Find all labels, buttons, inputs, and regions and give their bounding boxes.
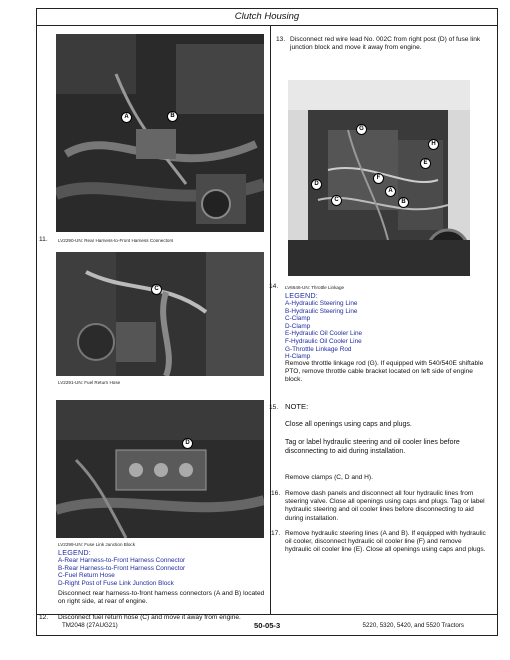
note-text-2: Tag or label hydraulic steering and oil cooler lines before disconnecting to aid during installation.: [285, 439, 460, 455]
legend-2-item: H-Clamp: [285, 353, 311, 361]
figure-4-caption: LV6646-UN: Throttle Linkage: [285, 285, 345, 290]
figure-2-caption: LV2291-UN: Fuel Return Hose: [58, 380, 121, 385]
step-12-text: Disconnect fuel return hose (C) and move it away from engine.: [58, 614, 241, 621]
column-divider: [270, 26, 271, 614]
left-paragraph: Disconnect rear harness-to-front harness connectors (A and B) located on right side, at rear of engine.: [58, 590, 265, 606]
step-13-text: Disconnect red wire lead No. 002C from right post (D) of fuse link junction block and move it away from engine.: [290, 36, 481, 52]
footer-manual-id: TM2048 (27AUG21): [62, 622, 118, 629]
callout-f-fig4: F: [373, 173, 384, 184]
callout-b-fig1: B: [167, 111, 178, 122]
callout-b-fig4: B: [398, 197, 409, 208]
page-footer: [36, 614, 498, 636]
photo-harness-connectors: [56, 34, 264, 232]
step-13-number: 13.: [276, 36, 286, 43]
legend-1-item: A-Rear Harness-to-Front Harness Connector: [58, 557, 186, 564]
step-17-text: Remove hydraulic steering lines (A and B). If equipped with hydraulic oil cooler, disconnect hydraulic oil cooler line (F) and remove hydraulic oil cooler line (E). Close all openings using caps and plugs.: [285, 530, 486, 554]
remove-clamps-text: Remove clamps (C, D and H).: [285, 474, 373, 481]
step-14-text: Remove throttle linkage rod (G). If equipped with 540/540E shiftable PTO, remove throttle cable bracket located on left side of engine block.: [285, 360, 484, 384]
step-11-number: 11.: [39, 236, 48, 243]
footer-page-number: 50-05-3: [254, 621, 281, 630]
legend-2-item: E-Hydraulic Oil Cooler Line: [285, 330, 363, 338]
photo-fuel-return-hose: [56, 252, 264, 376]
legend-2-item: B-Hydraulic Steering Line: [285, 307, 358, 315]
step-14-number: 14.: [269, 283, 279, 290]
callout-d-fig4: D: [311, 179, 322, 190]
footer-models: 5220, 5320, 5420, and 5520 Tractors: [362, 622, 464, 629]
legend-2-item: D-Clamp: [285, 322, 311, 330]
step-12-number: 12.: [39, 614, 49, 621]
legend-2-item: C-Clamp: [285, 315, 311, 323]
legend-1-title: LEGEND:: [58, 548, 91, 557]
callout-h-fig4: H: [428, 139, 439, 150]
legend-2: [285, 291, 485, 361]
legend-2-item: F-Hydraulic Oil Cooler Line: [285, 337, 362, 345]
step-16-text: Remove dash panels and disconnect all four hydraulic lines from steering valve. Close all openings using caps and plugs. Tag or label hydraulic steering and oil cooler lines before disconnecting to aid during installation.: [285, 490, 485, 522]
legend-1: [58, 548, 268, 587]
callout-c-fig2: C: [151, 284, 162, 295]
callout-g-fig4: G: [356, 124, 367, 135]
legend-2-item: A-Hydraulic Steering Line: [285, 300, 358, 307]
legend-2-title: LEGEND:: [285, 291, 318, 300]
section-header: Clutch Housing: [36, 8, 498, 26]
step-17-number: 17.: [271, 530, 281, 537]
legend-1-item: B-Rear Harness-to-Front Harness Connector: [58, 564, 186, 572]
callout-e-fig4: E: [420, 158, 431, 169]
legend-1-item: D-Right Post of Fuse Link Junction Block: [58, 579, 174, 587]
figure-3-caption: LV2299-UN: Fuse Link Junction Block: [58, 542, 136, 547]
note-text-1: Close all openings using caps and plugs.: [285, 421, 412, 428]
callout-a-fig4: A: [385, 186, 396, 197]
step-15-number: 15.: [269, 404, 279, 411]
step-16-number: 16.: [271, 490, 281, 497]
legend-2-item: G-Throttle Linkage Rod: [285, 345, 352, 353]
legend-1-item: C-Fuel Return Hose: [58, 572, 115, 580]
figure-1-caption: LV2290-UN: Rear Harness-to-Front Harness Connectors: [58, 238, 174, 243]
callout-d-fig3: D: [182, 438, 193, 449]
note-label: NOTE:: [285, 402, 309, 411]
callout-c-fig4: C: [331, 195, 342, 206]
photo-fuse-link-junction-block: [56, 400, 264, 538]
callout-a-fig1: A: [121, 112, 132, 123]
